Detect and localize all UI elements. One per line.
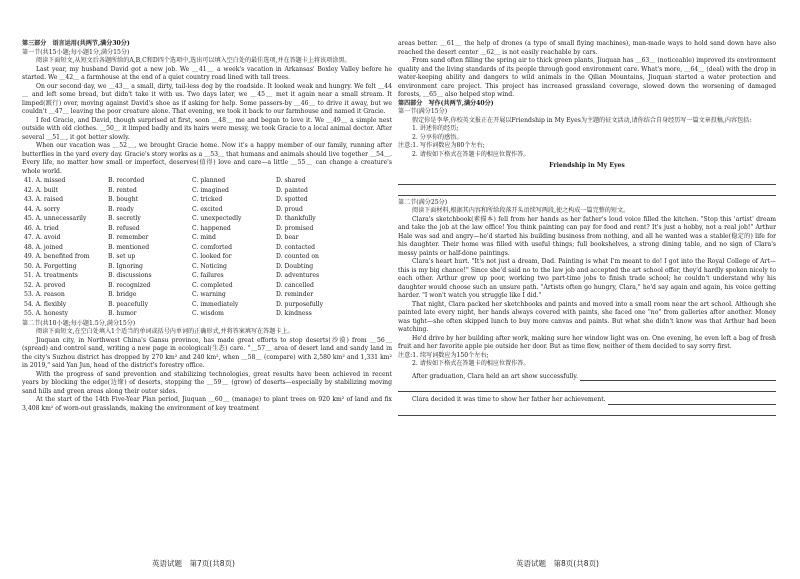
section4-title: 第四部分 写作(共两节,满分40分): [398, 99, 494, 107]
story-paragraph: Clara's heart hurt. "It's not just a dream, Dad. Painting is what I'm meant to do! I got into the Royal College of Art—this is my big chance!" Since she'd said no to the law job and accepted the art school offer, they'd hardly spoken nicely to each other. Arthur grew up poor, working two part-time jobs to finish trade school; he couldn't understand why his daughter would choose such an unsure path. "Artists often go hungry, Clara," he'd say again and again, his voice getting harder. "I won't watch you struggle like I did.": [398, 258, 776, 299]
section-title: 第三部分 语言运用(共两节,满分30分): [22, 40, 130, 47]
passage-paragraph: Last year, my husband David got a new job. We ＿41＿ a week's vacation in Arkansas' Boxley Valley before he started. We ＿42＿ a farmhouse at the end of a quiet country road lined with tall trees.: [22, 65, 392, 81]
option-choice: C. planned: [192, 177, 226, 184]
writing2-title: 第二节(满分25分): [398, 198, 448, 206]
continuation-start-1: [398, 373, 776, 382]
essay-heading: Friendship in My Eyes: [549, 162, 625, 169]
writing1-note: 注意:1. 写作词数应为80个左右;: [398, 142, 485, 149]
option-row: [24, 272, 392, 281]
option-choice: D. proud: [276, 205, 303, 213]
option-choice: 49. A. benefited from: [24, 253, 90, 260]
story-paragraph: That night, Clara packed her sketchbooks and paints and moved into a small room near the art school. Although she painted late every night, her hands always covered with paints, she faced one "no" from galleries after another. Money was tight—she often skipped lunch to buy more canvas and paints. But what she didn't know was that Arthur had been watching.: [398, 300, 776, 333]
option-row: [24, 187, 392, 196]
option-choice: C. completed: [192, 281, 233, 289]
writing2-note: 注意:1. 续写词数应为150个左右;: [398, 351, 489, 359]
writing1-note: 2. 请按如下格式在答题卡的相应位置作答。: [412, 150, 530, 158]
option-choice: B. Ignoring: [108, 262, 143, 270]
option-choice: D. reminder: [276, 291, 314, 298]
part2-title: 第二节(共10小题;每小题1.5分,满分15分): [22, 319, 136, 327]
writing2-instructions: 阅读下面材料,根据其内容和所给段落开头语续写两段,使之构成一篇完整的短文。: [412, 207, 630, 214]
option-choice: D. adventures: [276, 272, 320, 279]
option-choice: C. unexpectedly: [192, 215, 242, 222]
option-choice: B. mentioned: [108, 243, 150, 251]
option-choice: D. shared: [276, 177, 306, 184]
option-choice: 41. A. missed: [24, 177, 66, 184]
answer-line: [398, 405, 776, 416]
option-choice: B. bridge: [108, 291, 137, 298]
option-choice: 55. A. honesty: [24, 310, 69, 317]
page-footer-left: 英语试题 第7页(共8页): [152, 559, 235, 568]
option-choice: B. refused: [108, 224, 140, 232]
option-choice: D. promised: [276, 224, 314, 232]
option-choice: B. secretly: [108, 215, 141, 222]
option-choice: C. wisdom: [192, 310, 224, 317]
option-choice: C. warning: [192, 291, 226, 298]
option-choice: B. remember: [108, 234, 149, 241]
option-row: [24, 253, 392, 262]
option-choice: 53. A. reason: [24, 291, 65, 298]
option-choice: 43. A. raised: [24, 196, 64, 203]
passage2-paragraph: Jiuquan city, in Northwest China's Gansu province, has made great efforts to stop deserts(沙漠) from ＿56＿ (spread) and control sand, writing a new page in ecological(生态) care. "＿57＿ area of desert land and sandy land in the city's Suzhou district has dropped by 270 km² and 240 km², when ＿58＿ (compare) with 2,580 km² and 1,331 km² in 2019," said Yan Jun, head of the district's forestry office.: [22, 336, 392, 369]
passage-paragraph: When our vacation was ＿52＿, we brought Gracie home. Now it's a happy member of our family, running after butterflies in the yard every day. Gracie's story works as a ＿53＿ that humans and animals should live together ＿54＿. Every life, no matter how small or imperfect, deserves(值得) love and care—a little ＿55＿ can change a creature's whole world.: [22, 142, 392, 175]
writing1-title: 第一节(满分15分): [398, 108, 448, 115]
paragraph-opener: Clara decided it was time to show her father her achievement.: [412, 396, 606, 403]
part2-instructions: 阅读下面短文,在空白处填入1个适当的单词或括号内单词的正确形式,并将答案填写在答题卡上。: [36, 328, 294, 335]
option-choice: C. excited: [192, 205, 223, 213]
passage-paragraph: On our second day, we ＿43＿ a small, dirty, tail-less dog by the roadside. It looked weak and hungry. We felt ＿44＿ and left some bread, but didn't take it with us. Two days later, we ＿45＿ met it again near a small stream. It limped(跛行) over, moving against David's shoe as if asking for help. Some passers-by ＿46＿ to drive it away, but we couldn't ＿47＿ leaving the poor creature alone. That evening, we took it back to our farmhouse and named it Gracie.: [22, 82, 392, 115]
option-choice: B. recognized: [108, 281, 151, 289]
option-choice: C. mind: [192, 234, 216, 241]
answer-line: [398, 381, 776, 392]
option-choice: 44. A. sorry: [24, 205, 60, 213]
option-row: [24, 291, 392, 300]
writing1-instructions: 假定你是李华,你校英文报正在开展以Friendship in My Eyes为主题的征文活动,请你结合自身经历写一篇文章投稿,内容包括:: [412, 116, 752, 124]
left-page: [22, 40, 392, 413]
option-row: [24, 310, 392, 319]
option-choice: 47. A. avoid: [24, 234, 61, 241]
continued-paragraph: From sand often filling the spring air to thick green plants, Jiuquan has ＿63＿ (noticeable) improved its environment quality and the living standards of its people through good environment care. What's more, ＿64＿ (deal) with the drop in water-keeping ability and dangers to wild animals in the Qilian Mountains, Jiuquan started a water protection and environment care project. This project has increased grassland coverage, slowed down the worsening of damaged forests, ＿65＿ also helped stop wind.: [398, 57, 776, 98]
option-choice: B. bought: [108, 196, 139, 203]
option-choice: B. recorded: [108, 177, 145, 184]
writing1-point: 2. 分享你的感悟。: [412, 133, 463, 141]
continued-paragraph: areas better. ＿61＿ the help of drones (a type of small flying machines), man-made ways to hold sand down have also reached the desert center ＿62＿ is not easily reachable by cars.: [398, 40, 776, 56]
option-row: [24, 234, 392, 243]
story-paragraph: Clara's sketchbook(素描本) fell from her hands as her father's loud voice filled the kitchen. "Stop this 'artist' dream and take the job at the law office! You think painting can pay for food and rent? It's just a hobby, not a real job!" Arthur Hale was sad and angry—he'd started his building business from nothing, and all he wanted was a stable(稳定的) life for his daughter. Their home was filled with useful things; full bookshelves, a strong dining table, and no sign of Clara's messy paints or half-done paintings.: [398, 215, 776, 257]
writing2-note: 2. 请按如下格式在答题卡的相应位置作答。: [412, 360, 530, 367]
option-row: [24, 244, 392, 253]
options-list: [22, 177, 392, 319]
option-choice: B. humor: [108, 310, 137, 317]
option-row: [24, 196, 392, 205]
continuation-start-2: [398, 396, 776, 405]
option-row: [24, 301, 392, 310]
option-choice: D. contacted: [276, 243, 315, 251]
option-choice: 45. A. unnecessarily: [24, 215, 87, 222]
option-choice: D. kindness: [276, 310, 312, 317]
option-choice: C. imagined: [192, 186, 229, 194]
option-row: [24, 206, 392, 215]
option-row: [24, 225, 392, 234]
answer-line: [398, 174, 776, 185]
option-choice: 42. A. built: [24, 186, 59, 194]
option-choice: C. happened: [192, 224, 231, 232]
writing1-point: 1. 讲述你的经历;: [412, 125, 459, 132]
option-choice: D. spotted: [276, 196, 308, 203]
option-choice: D. painted: [276, 186, 308, 194]
option-row: [24, 215, 392, 224]
option-choice: C. immediately: [192, 300, 239, 308]
option-choice: D. cancelled: [276, 281, 314, 289]
part1-instructions: 阅读下面短文,从短文后各题所给的A,B,C和D四个选项中,选出可以填入空白处的最佳选项,并在答题卡上将该项涂黑。: [36, 57, 351, 64]
paragraph-opener: After graduation, Clara held an art show successfully.: [412, 372, 578, 380]
passage2-paragraph: At the start of the 14th Five-Year Plan period, Jiuquan ＿60＿ (manage) to plant trees on 920 km² of land and fix 3,408 km² of worn-out grasslands, making the environment of key treatment: [22, 396, 392, 412]
passage2-paragraph: With the progress of sand prevention and stabilizing technologies, great results have been achieved in recent years by blocking the edge(边缘) of deserts, stopping the ＿59＿ (grow) of deserts—especially by stabilizing moving sand hills and green areas along their outer sides.: [22, 370, 392, 395]
answer-line: [580, 374, 776, 381]
part1-title: 第一节(共15小题;每小题1分,满分15分): [22, 48, 130, 56]
option-choice: D. purposefully: [276, 300, 324, 308]
option-row: [24, 177, 392, 186]
option-choice: 52. A. proved: [24, 281, 66, 289]
option-choice: B. ready: [108, 205, 134, 213]
option-choice: C. tricked: [192, 196, 223, 203]
option-choice: B. rented: [108, 186, 137, 194]
option-choice: 51. A. treatments: [24, 272, 78, 279]
option-choice: B. peacefully: [108, 300, 149, 308]
option-choice: B. set up: [108, 253, 136, 260]
page-footer-right: 英语试题 第8页(共8页): [516, 559, 599, 568]
option-choice: C. Noticing: [192, 262, 227, 270]
option-choice: D. counted on: [276, 253, 319, 260]
option-choice: B. discussions: [108, 272, 152, 279]
answer-line: [398, 185, 776, 196]
option-choice: 48. A. joined: [24, 243, 63, 251]
option-choice: 50. A. Forgetting: [24, 262, 77, 270]
answer-line: [608, 398, 776, 405]
option-row: [24, 263, 392, 272]
option-row: [24, 282, 392, 291]
option-choice: C. looked for: [192, 253, 232, 260]
right-page: [398, 40, 776, 416]
option-choice: D. thankfully: [276, 215, 316, 222]
story-paragraph: He'd drive by her building after work, making sure her window light was on. One evening, he even left a bag of fresh fruit and her favorite apple pie outside her door. But as time flew, neither of them decided to say sorry first.: [398, 334, 776, 350]
option-choice: C. comforted: [192, 243, 232, 251]
option-choice: D. Doubting: [276, 262, 314, 270]
option-choice: D. bear: [276, 234, 299, 241]
option-choice: 46. A. tried: [24, 224, 59, 232]
option-choice: 54. A. flexibly: [24, 300, 67, 308]
option-choice: C. failures: [192, 272, 224, 279]
passage-paragraph: I fed Gracie, and David, though surprised at first, soon ＿48＿ me and began to love it. We ＿49＿ a simple nest outside with old clothes. ＿50＿ it limped badly and its hairs were messy, we took Gracie to a local animal doctor. After several ＿51＿, it got better slowly.: [22, 116, 392, 141]
